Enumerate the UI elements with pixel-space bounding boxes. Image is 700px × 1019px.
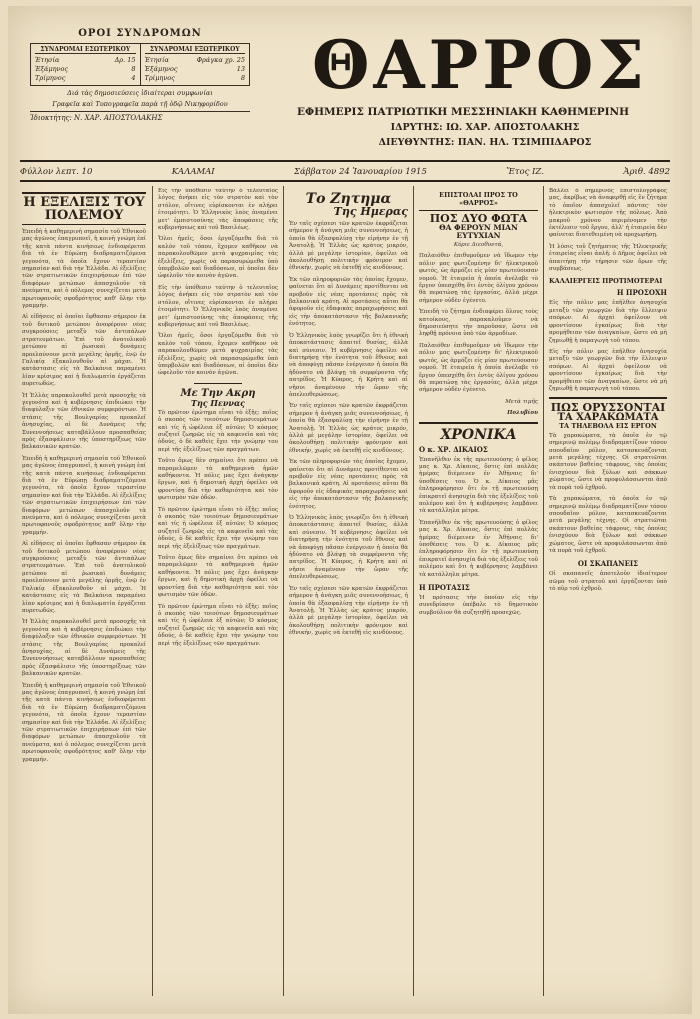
terms-row [145, 65, 246, 74]
row-label: Τρίμηνος [35, 74, 66, 82]
article-paragraph: Ὁ Ἑλληνικὸς λαὸς γνωρίζει ὅτι ἡ ἐθνικὴ ἀποκατάστασις ἀπαιτεῖ θυσίας, ἀλλὰ καὶ σύνεσιν. Ἡ κυβέρνησις ὀφείλει νὰ διατηρήσῃ τὴν ἑνότητα τοῦ ἔθνους καὶ νὰ ἀποφύγῃ πᾶσαν ἐνέργειαν ἡ ὁποία θὰ ἠδύνατο νὰ βλάψῃ τὰ συμφέροντα τῆς πατρίδος. Ἡ Κύπρος, ἡ Κρήτη καὶ αἱ νῆσοι ἀναμένουν τὴν ὥραν τῆς ἀπελευθερώσεως. [289, 515, 408, 581]
row-label: Ἑξάμηνος [144, 65, 178, 73]
article-paragraph: Ἐπανῆλθεν ἐκ τῆς πρωτευούσης ὁ φίλος μας κ. Χρ. Δίκαιος, ὅστις ἐπὶ πολλὰς ἡμέρας διέμεινεν ἐν Ἀθήναις δι' ὑποθέσεις του. Ὁ κ. Δίκαιος μᾶς ἐπληροφόρησεν ὅτι ἐν τῇ πρωτευούσῃ ἐπικρατεῖ ἀνησυχία διὰ τὰς ἐξελίξεις τοῦ πολέμου καὶ ὅτι ἡ κυβέρνησις λαμβάνει τὰ κατάλληλα μέτρα. [419, 456, 538, 515]
article-paragraph: Ἐν ταῖς σχέσεσι τῶν κρατῶν ἐκφράζεται σήμερον ἡ ἀνάγκη μιᾶς συνεννοήσεως, ἡ ὁποία θὰ ἐξασφαλίσῃ τὴν εἰρήνην ἐν τῇ Ἀνατολῇ. Ἡ Ἑλλὰς ὡς κράτος μικρόν, ἀλλὰ μὲ μεγάλην ἱστορίαν, ὀφείλει νὰ ἀκολουθήσῃ πολιτικὴν φρόνιμον καὶ ἐθνικήν, χωρὶς νὰ ἐκτεθῇ εἰς κινδύνους. [289, 585, 408, 637]
issue-date: Σάββατον 24 Ἰανουαρίου 1915 [294, 167, 427, 177]
terms-row [35, 65, 136, 74]
article-paragraph: Τὰ χαρακώματα, τὰ ὁποῖα ἐν τῷ σημερινῷ πολέμῳ διαδραματίζουν τόσον σπουδαῖον ρόλον, κατασκευάζονται μετὰ μεγάλης τέχνης. Οἱ στρατιῶται σκάπτουν βαθείας τάφρους, τὰς ὁποίας ἐνισχύουν διὰ ξύλων καὶ σάκκων χώματος, ὥστε νὰ προφυλάσσωνται ἀπὸ τὰ πυρὰ τοῦ ἐχθροῦ. [549, 432, 667, 491]
article-paragraph: Εἰς τὴν πόλιν μας ἐπῆλθεν ἀνησυχία μεταξὺ τῶν γεωργῶν διὰ τὴν ἔλλειψιν σπόρων. Αἱ ἀρχαὶ ὀφείλουν νὰ φροντίσουν ἐγκαίρως διὰ τὴν προμήθειαν τῶν ἀναγκαίων, ὥστε νὰ μὴ ζημιωθῇ ἡ παραγωγὴ τοῦ τόπου. [549, 348, 667, 392]
article-paragraph: Ἐκ τῶν πληροφοριῶν τὰς ὁποίας ἔχομεν, φαίνεται ὅτι αἱ Δυνάμεις προτίθενται νὰ προβοῦν εἰς νέας προτάσεις πρὸς τὰ βαλκανικὰ κράτη. Αἱ προτάσεις αὗται θὰ ἀφοροῦν εἰς ἐδαφικὰς παραχωρήσεις καὶ εἰς τὴν ἀποκατάστασιν τῆς βαλκανικῆς ἑνότητος. [289, 276, 408, 328]
section-subheading-attention: Η ΠΡΟΣΟΧΗ [616, 288, 667, 298]
article-paragraph: Τὸ πρῶτον ἐρώτημα εἶναι τὸ ἑξῆς: ποῖος ὁ σκοπὸς τῶν τοιούτων δημοσιευμάτων καὶ τίς ἡ ὠφέλεια ἐξ αὐτῶν; Ὁ κόσμος συζητεῖ ζωηρῶς εἰς τὰ καφενεῖα καὶ τὰς ὁδούς, ὁ δὲ καθεὶς ἔχει τὴν γνώμην του περὶ τῆς ἐξελίξεως τῶν πραγμάτων. [158, 506, 278, 550]
column-2 [158, 188, 278, 998]
letter-signer: Πολυβίου [507, 410, 538, 417]
terms-row [35, 74, 136, 83]
chronicle-subheading: Η ΠΡΟΤΑΣΙΣ [419, 583, 470, 593]
article-paragraph: Ἡ πρότασις τὴν ὁποίαν εἰς τὴν συνεδρίασιν ὑπέβαλε τὸ δημοτικὸν συμβούλιον θὰ συζητηθῇ προσεχῶς. [419, 595, 538, 616]
article-paragraph: Παλαιόθεν ἐπιθυμοῦμεν νὰ ἴδωμεν τὴν πόλιν μας φωτιζομένην δι' ἠλεκτρικοῦ φωτός, ὡς ἁρμόζει εἰς μίαν πρωτεύουσαν νομοῦ. Ἡ ἑταιρεία ἡ ὁποία ἀνέλαβε τὸ ἔργον ὑπεσχέθη ὅτι ἐντὸς ὀλίγου χρόνου θὰ περατώσῃ τὰς ἐργασίας, ἀλλὰ μέχρι σήμερον οὐδὲν ἐγένετο. [419, 342, 538, 394]
column-divider [283, 186, 284, 996]
section-heading-crops: ΚΑΛΛΙΕΡΓΕΙΣ ΠΡΟΤΙΜΟΤΕΡΑΙ [549, 277, 663, 286]
article-subheading-day: Της Ημερας [333, 205, 408, 218]
subscription-terms [30, 28, 250, 122]
row-value: Φράγκα χρ. 25 [196, 56, 245, 64]
chronicles-heading: ΧΡΟΝΙΚΑ [419, 422, 538, 442]
article-paragraph: Ἐν ταῖς σχέσεσι τῶν κρατῶν ἐκφράζεται σήμερον ἡ ἀνάγκη μιᾶς συνεννοήσεως, ἡ ὁποία θὰ ἐξασφαλίσῃ τὴν εἰρήνην ἐν τῇ Ἀνατολῇ. Ἡ Ἑλλὰς ὡς κράτος μικρόν, ἀλλὰ μὲ μεγάλην ἱστορίαν, ὀφείλει νὰ ἀκολουθήσῃ πολιτικὴν φρόνιμον καὶ ἐθνικήν, χωρὶς νὰ ἐκτεθῇ εἰς κινδύνους. [289, 221, 408, 272]
article-paragraph: Οἱ σκαπανεῖς ἀποτελοῦν ἰδιαίτερον σῶμα τοῦ στρατοῦ καὶ ἐργάζονται ὑπὸ τὸ πῦρ τοῦ ἐχθροῦ. [549, 571, 667, 593]
domestic-column [31, 44, 140, 85]
rule-top [20, 160, 670, 162]
terms-owner: Ἰδιοκτήτης: Ν. ΧΑΡ. ΑΠΟΣΤΟΛΑΚΗΣ [30, 111, 250, 122]
foreign-header: ΣΥΝΔΡΟΜΑΙ ΕΞΩΤΕΡΙΚΟΥ [145, 46, 246, 54]
article-paragraph: Τοῦτο ὅμως δὲν σημαίνει ὅτι πρέπει νὰ παραμελῶμεν τὰ καθημερινὰ ἡμῶν καθήκοντα. Ἡ πόλις μας ἔχει ἀνάγκην ἔργων, καὶ ἡ δημοτικὴ ἀρχὴ ὀφείλει νὰ φροντίσῃ διὰ τὴν καθαριότητα καὶ τὸν φωτισμὸν τῶν ὁδῶν. [158, 458, 278, 502]
article-subheading-lights: ΘΑ ΦΕΡΟΥΝ ΜΙΑΝ ΕΥΤΥΧΙΑΝ [439, 223, 518, 240]
letter-signoff: Μετὰ τιμῆς [505, 398, 538, 405]
article-paragraph: Αἱ εἰδήσεις αἱ ὁποῖαι ἔφθασαν σήμερον ἐκ τοῦ δυτικοῦ μετώπου ἀναφέρουν νέας συγκρούσεις μεταξὺ τῶν ἀντιπάλων στρατευμάτων. Ἐπὶ τοῦ ἀνατολικοῦ μετώπου αἱ ῥωσικαὶ δυνάμεις προελαύνουν μετὰ μεγάλης ὁρμῆς, ἐνῷ ἐν Γαλικίᾳ ἐξακολουθοῦν αἱ μάχαι. Ἡ κατάστασις εἰς τὰ Βαλκάνια παραμένει λίαν κρίσιμος καὶ ἡ διπλωματία ἐργάζεται πυρετωδῶς. [22, 541, 146, 614]
masthead-subtitle: ΕΦΗΜΕΡΙΣ ΠΑΤΡΙΩΤΙΚΗ ΜΕΣΣΗΝΙΑΚΗ ΚΑΘΗΜΕΡΙΝΗ [296, 106, 630, 118]
article-heading-lights: ΠΟΣ ΔΥΟ ΦΩΤΑ [419, 210, 538, 224]
chronicle-lead: Ο κ. ΧΡ. ΔΙΚΑΙΟΣ [419, 444, 488, 454]
column-divider [413, 186, 414, 996]
row-value: 8 [131, 65, 136, 73]
article-paragraph: Ἐν ταῖς σχέσεσι τῶν κρατῶν ἐκφράζεται σήμερον ἡ ἀνάγκη μιᾶς συνεννοήσεως, ἡ ὁποία θὰ ἐξασφαλίσῃ τὴν εἰρήνην ἐν τῇ Ἀνατολῇ. Ἡ Ἑλλὰς ὡς κράτος μικρόν, ἀλλὰ μὲ μεγάλην ἱστορίαν, ὀφείλει νὰ ἀκολουθήσῃ πολιτικὴν φρόνιμον καὶ ἐθνικήν, χωρὶς νὰ ἐκτεθῇ εἰς κινδύνους. [289, 403, 408, 454]
row-value: 13 [236, 65, 245, 73]
article-paragraph: Ἡ Ἑλλὰς παρακολουθεῖ μετὰ προσοχῆς τὰ γεγονότα καὶ ἡ κυβέρνησις ἐπιδιώκει τὴν διαφύλαξιν τῶν ἐθνικῶν συμφερόντων. Ἡ στάσις τῆς Βουλγαρίας προκαλεῖ ἀνησυχίας, αἱ δὲ Δυνάμεις τῆς Συνεννοήσεως καταβάλλουν προσπαθείας πρὸς ἐξασφάλισιν τῆς ὑποστηρίξεως τῶν βαλκανικῶν κρατῶν. [22, 619, 146, 678]
article-heading-issue: Το Ζητημα [305, 191, 392, 207]
row-label: Ἐτησία [35, 56, 60, 64]
terms-note: Διά τὰς δημοσιεύσεις ἰδιαίτεραι συμφωνίαι [67, 89, 213, 97]
article-paragraph: Βάλλει ὁ σημερινὸς ἐπιστολογράφος μας, ἀκρίβως νὰ ἀναφερθῇ εἰς ἓν ζήτημα τὸ ὁποῖον ἀπασχολεῖ πάντας· τὸν ἠλεκτρικὸν φωτισμὸν τῆς πόλεως. Ἀπὸ μακροῦ χρόνου περιμένομεν τὴν ἐκτέλεσιν τοῦ ἔργου, ἀλλ' ἡ ἑταιρεία δὲν φαίνεται διατεθειμένη νὰ προχωρήσῃ. [549, 188, 667, 239]
article-paragraph: Ἡ λύσις τοῦ ζητήματος τῆς Ἠλεκτρικῆς ἑταιρείας εἶναι ἁπλῆ: ὁ Δῆμος ὀφείλει νὰ ἀπαιτήσῃ τὴν τήρησιν τῶν ὅρων τῆς συμβάσεως. [549, 243, 667, 273]
dateline [20, 167, 670, 177]
article-paragraph: Τὸ πρῶτον ἐρώτημα εἶναι τὸ ἑξῆς: ποῖος ὁ σκοπὸς τῶν τοιούτων δημοσιευμάτων καὶ τίς ἡ ὠφέλεια ἐξ αὐτῶν; Ὁ κόσμος συζητεῖ ζωηρῶς εἰς τὰ καφενεῖα καὶ τὰς ὁδούς, ὁ δὲ καθεὶς ἔχει τὴν γνώμην του περὶ τῆς ἐξελίξεως τῶν πραγμάτων. [158, 603, 278, 647]
article-paragraph: Αἱ εἰδήσεις αἱ ὁποῖαι ἔφθασαν σήμερον ἐκ τοῦ δυτικοῦ μετώπου ἀναφέρουν νέας συγκρούσεις μεταξὺ τῶν ἀντιπάλων στρατευμάτων. Ἐπὶ τοῦ ἀνατολικοῦ μετώπου αἱ ῥωσικαὶ δυνάμεις προελαύνουν μετὰ μεγάλης ὁρμῆς, ἐνῷ ἐν Γαλικίᾳ ἐξακολουθοῦν αἱ μάχαι. Ἡ κατάστασις εἰς τὰ Βαλκάνια παραμένει λίαν κρίσιμος καὶ ἡ διπλωματία ἐργάζεται πυρετωδῶς. [22, 314, 146, 388]
column-3 [289, 188, 408, 998]
article-paragraph: Εἰς τὴν ὑπόθεσιν ταύτην ὁ τελευταῖος λόγος ἀνήκει εἰς τὸν στρατὸν καὶ τὸν στόλον, οἵτινες εὑρίσκονται ἐν πλήρει ἑτοιμότητι. Ὁ Ἑλληνικὸς λαὸς ἀναμένει μετ' ἐμπιστοσύνης τὰς ἀποφάσεις τῆς κυβερνήσεως καὶ τοῦ Βασιλέως. [158, 284, 278, 328]
foreign-column [140, 44, 250, 85]
article-paragraph: Εἰς τὴν ὑπόθεσιν ταύτην ὁ τελευταῖος λόγος ἀνήκει εἰς τὸν στρατὸν καὶ τὸν στόλον, οἵτινες εὑρίσκονται ἐν πλήρει ἑτοιμότητι. Ὁ Ἑλληνικὸς λαὸς ἀναμένει μετ' ἐμπιστοσύνης τὰς ἀποφάσεις τῆς κυβερνήσεως καὶ τοῦ Βασιλέως. [158, 188, 278, 232]
article-heading-trenches-2: ΤΑ ΧΑΡΑΚΩΜΑΤΑ [557, 412, 659, 424]
article-paragraph: Ἐκ τῶν πληροφοριῶν τὰς ὁποίας ἔχομεν, φαίνεται ὅτι αἱ Δυνάμεις προτίθενται νὰ προβοῦν εἰς νέας προτάσεις πρὸς τὰ βαλκανικὰ κράτη. Αἱ προτάσεις αὗται θὰ ἀφοροῦν εἰς ἐδαφικὰς παραχωρήσεις καὶ εἰς τὴν ἀποκατάστασιν τῆς βαλκανικῆς ἑνότητος. [289, 459, 408, 510]
issue-price: Φύλλον λεπτ. 10 [20, 167, 93, 177]
article-paragraph: Ἐπειδὴ ἡ καθημερινὴ σημασία τοῦ Ἐθνικοῦ μας ἀγῶνος ἐπαγρυπνεῖ, ἡ κοινὴ γνώμη ἐπί τῆς κατὰ πάντα κινήσεως ἐνδιαφέρεται διὰ τὰ ἐν Εὐρώπῃ διαδραματιζόμενα γεγονότα, τὰ ὁποῖα ἔχουν τεραστίαν σημασίαν καὶ διὰ τὴν Ἑλλάδα. Αἱ ἐξελίξεις τῶν στρατιωτικῶν ἐπιχειρήσεων ἐπὶ τῶν διαφόρων μετώπων ἀπασχολοῦν τὰ πνεύματα, καὶ ὁ πόλεμος συνεχίζεται μετὰ πρωτοφανοῦς σφοδρότητος καθ' ὅλην τὴν γραμμήν. [22, 229, 146, 310]
masthead-director: ΔΙΕΥΘΥΝΤΗΣ: ΠΑΝ. ΗΛ. ΤΣΙΜΠΙΔΑΡΟΣ [378, 137, 592, 148]
terms-row [35, 56, 136, 65]
row-value: Δρ. 15 [114, 56, 136, 64]
section-heading-sappers: ΟΙ ΣΚΑΠΑΝΕΙΣ [577, 559, 639, 569]
row-label: Ἑξάμηνος [35, 65, 69, 73]
issue-year: Ἔτος ΙΖ. [506, 167, 545, 177]
column-5 [549, 188, 667, 998]
letter-greeting: Κύριε Διευθυντά, [453, 242, 504, 248]
issue-number: Ἀριθ. 4892 [623, 167, 670, 177]
article-paragraph: Ἡ Ἑλλὰς παρακολουθεῖ μετὰ προσοχῆς τὰ γεγονότα καὶ ἡ κυβέρνησις ἐπιδιώκει τὴν διαφύλαξιν τῶν ἐθνικῶν συμφερόντων. Ἡ στάσις τῆς Βουλγαρίας προκαλεῖ ἀνησυχίας, αἱ δὲ Δυνάμεις τῆς Συνεννοήσεως καταβάλλουν προσπαθείας πρὸς ἐξασφάλισιν τῆς ὑποστηρίξεως τῶν βαλκανικῶν κρατῶν. [22, 392, 146, 451]
column-divider [543, 186, 544, 996]
column-divider [152, 186, 153, 996]
article-paragraph: Ἐπειδὴ ἡ καθημερινὴ σημασία τοῦ Ἐθνικοῦ μας ἀγῶνος ἐπαγρυπνεῖ, ἡ κοινὴ γνώμη ἐπί τῆς κατὰ πάντα κινήσεως ἐνδιαφέρεται διὰ τὰ ἐν Εὐρώπῃ διαδραματιζόμενα γεγονότα, τὰ ὁποῖα ἔχουν τεραστίαν σημασίαν καὶ διὰ τὴν Ἑλλάδα. Αἱ ἐξελίξεις τῶν στρατιωτικῶν ἐπιχειρήσεων ἐπὶ τῶν διαφόρων μετώπων ἀπασχολοῦν τὰ πνεύματα, καὶ ὁ πόλεμος συνεχίζεται μετὰ πρωτοφανοῦς σφοδρότητος καθ' ὅλην τὴν γραμμήν. [22, 455, 146, 536]
column-4 [419, 188, 538, 998]
masthead-title: ΘΑΡΡΟΣ [311, 26, 649, 104]
section-divider [194, 383, 242, 384]
row-label: Τρίμηνος [144, 74, 175, 82]
article-paragraph: Τοῦτο ὅμως δὲν σημαίνει ὅτι πρέπει νὰ παραμελῶμεν τὰ καθημερινὰ ἡμῶν καθήκοντα. Ἡ πόλις μας ἔχει ἀνάγκην ἔργων, καὶ ἡ δημοτικὴ ἀρχὴ ὀφείλει νὰ φροντίσῃ διὰ τὴν καθαριότητα καὶ τὸν φωτισμὸν τῶν ὁδῶν. [158, 555, 278, 599]
letters-section-line: ΕΠΙΣΤΟΛΑΙ ΠΡΟΣ ΤΟ «ΘΑΡΡΟΣ» [439, 191, 518, 207]
domestic-header: ΣΥΝΔΡΟΜΑΙ ΕΣΩΤΕΡΙΚΟΥ [35, 46, 136, 54]
section-heading-pen: Με Την Ακρη [180, 387, 256, 399]
article-paragraph: Εἰς τὴν πόλιν μας ἐπῆλθεν ἀνησυχία μεταξὺ τῶν γεωργῶν διὰ τὴν ἔλλειψιν σπόρων. Αἱ ἀρχαὶ ὀφείλουν νὰ φροντίσουν ἐγκαίρως διὰ τὴν προμήθειαν τῶν ἀναγκαίων, ὥστε νὰ μὴ ζημιωθῇ ἡ παραγωγὴ τοῦ τόπου. [549, 300, 667, 344]
row-value: 4 [131, 74, 136, 82]
rule-bottom [20, 180, 670, 182]
article-paragraph: Τὸ πρῶτον ἐρώτημα εἶναι τὸ ἑξῆς: ποῖος ὁ σκοπὸς τῶν τοιούτων δημοσιευμάτων καὶ τίς ἡ ὠφέλεια ἐξ αὐτῶν; Ὁ κόσμος συζητεῖ ζωηρῶς εἰς τὰ καφενεῖα καὶ τὰς ὁδούς, ὁ δὲ καθεὶς ἔχει τὴν γνώμην του περὶ τῆς ἐξελίξεως τῶν πραγμάτων. [158, 409, 278, 453]
city: ΚΑΛΑΜΑΙ [171, 167, 215, 177]
terms-row [145, 74, 246, 83]
article-heading-war: Η ΕΞΕΛΙΞΙΣ ΤΟΥ ΠΟΛΕΜΟΥ [22, 192, 146, 225]
terms-address: Γραφεῖα καὶ Τυπογραφεῖα παρὰ τῇ ὁδῷ Νικηφορίδου [52, 100, 228, 108]
terms-row [145, 56, 246, 65]
article-subheading-artillery: ΤΑ ΤΗΛΕΒΟΛΑ ΕΙΣ ΕΡΓΟΝ [559, 422, 657, 431]
column-1 [22, 188, 146, 998]
masthead-founder: ΙΔΡΥΤΗΣ: ΙΩ. ΧΑΡ. ΑΠΟΣΤΟΛΑΚΗΣ [390, 122, 580, 133]
article-paragraph: Ἐπανῆλθεν ἐκ τῆς πρωτευούσης ὁ φίλος μας κ. Χρ. Δίκαιος, ὅστις ἐπὶ πολλὰς ἡμέρας διέμεινεν ἐν Ἀθήναις δι' ὑποθέσεις του. Ὁ κ. Δίκαιος μᾶς ἐπληροφόρησεν ὅτι ἐν τῇ πρωτευούσῃ ἐπικρατεῖ ἀνησυχία διὰ τὰς ἐξελίξεις τοῦ πολέμου καὶ ὅτι ἡ κυβέρνησις λαμβάνει τὰ κατάλληλα μέτρα. [419, 519, 538, 578]
article-paragraph: Ὅλοι ἡμεῖς, ὅσοι ἐργαζόμεθα διὰ τὸ καλὸν τοῦ τόπου, ἔχομεν καθῆκον νὰ παρακολουθῶμεν μετὰ ψυχραιμίας τὰς ἐξελίξεις, χωρὶς νὰ παρασυρώμεθα ὑπὸ ὑπερβολῶν καὶ διαδόσεων, αἱ ὁποῖαι δὲν ὠφελοῦν τὸν κοινὸν ἀγῶνα. [158, 333, 278, 377]
terms-table [30, 43, 250, 86]
row-value: 8 [240, 74, 245, 82]
article-paragraph: Ἐπειδὴ ἡ καθημερινὴ σημασία τοῦ Ἐθνικοῦ μας ἀγῶνος ἐπαγρυπνεῖ, ἡ κοινὴ γνώμη ἐπί τῆς κατὰ πάντα κινήσεως ἐνδιαφέρεται διὰ τὰ ἐν Εὐρώπῃ διαδραματιζόμενα γεγονότα, τὰ ὁποῖα ἔχουν τεραστίαν σημασίαν καὶ διὰ τὴν Ἑλλάδα. Αἱ ἐξελίξεις τῶν στρατιωτικῶν ἐπιχειρήσεων ἐπὶ τῶν διαφόρων μετώπων ἀπασχολοῦν τὰ πνεύματα, καὶ ὁ πόλεμος συνεχίζεται μετὰ πρωτοφανοῦς σφοδρότητος καθ' ὅλην τὴν γραμμήν. [22, 682, 146, 763]
section-subheading-pen: Της Πεννας [191, 397, 245, 408]
article-paragraph: Ὅλοι ἡμεῖς, ὅσοι ἐργαζόμεθα διὰ τὸ καλὸν τοῦ τόπου, ἔχομεν καθῆκον νὰ παρακολουθῶμεν μετὰ ψυχραιμίας τὰς ἐξελίξεις, χωρὶς νὰ παρασυρώμεθα ὑπὸ ὑπερβολῶν καὶ διαδόσεων, αἱ ὁποῖαι δὲν ὠφελοῦν τὸν κοινὸν ἀγῶνα. [158, 236, 278, 280]
article-paragraph: Τὰ χαρακώματα, τὰ ὁποῖα ἐν τῷ σημερινῷ πολέμῳ διαδραματίζουν τόσον σπουδαῖον ρόλον, κατασκευάζονται μετὰ μεγάλης τέχνης. Οἱ στρατιῶται σκάπτουν βαθείας τάφρους, τὰς ὁποίας ἐνισχύουν διὰ ξύλων καὶ σάκκων χώματος, ὥστε νὰ προφυλάσσωνται ἀπὸ τὰ πυρὰ τοῦ ἐχθροῦ. [549, 496, 667, 554]
article-paragraph: Ἐπειδὴ τὸ ζήτημα ἐνδιαφέρει ὅλους τοὺς κατοίκους, παρακαλοῦμεν νὰ δημοσιεύσητε τὴν παροῦσαν, ὥστε νὰ ληφθῇ πρόνοια ὑπὸ τῶν ἁρμοδίων. [419, 309, 538, 338]
article-paragraph: Ὁ Ἑλληνικὸς λαὸς γνωρίζει ὅτι ἡ ἐθνικὴ ἀποκατάστασις ἀπαιτεῖ θυσίας, ἀλλὰ καὶ σύνεσιν. Ἡ κυβέρνησις ὀφείλει νὰ διατηρήσῃ τὴν ἑνότητα τοῦ ἔθνους καὶ νὰ ἀποφύγῃ πᾶσαν ἐνέργειαν ἡ ὁποία θὰ ἠδύνατο νὰ βλάψῃ τὰ συμφέροντα τῆς πατρίδος. Ἡ Κύπρος, ἡ Κρήτη καὶ αἱ νῆσοι ἀναμένουν τὴν ὥραν τῆς ἀπελευθερώσεως. [289, 332, 408, 398]
terms-title: ΟΡΟΙ ΣΥΝΔΡΟΜΩΝ [78, 28, 202, 39]
row-label: Ἐτησία [144, 56, 169, 64]
article-heading-trenches: ΠΩΣ ΟΡΥΣΣΟΝΤΑΙ [549, 397, 667, 413]
article-paragraph: Παλαιόθεν ἐπιθυμοῦμεν νὰ ἴδωμεν τὴν πόλιν μας φωτιζομένην δι' ἠλεκτρικοῦ φωτός, ὡς ἁρμόζει εἰς μίαν πρωτεύουσαν νομοῦ. Ἡ ἑταιρεία ἡ ὁποία ἀνέλαβε τὸ ἔργον ὑπεσχέθη ὅτι ἐντὸς ὀλίγου χρόνου θὰ περατώσῃ τὰς ἐργασίας, ἀλλὰ μέχρι σήμερον οὐδὲν ἐγένετο. [419, 253, 538, 304]
